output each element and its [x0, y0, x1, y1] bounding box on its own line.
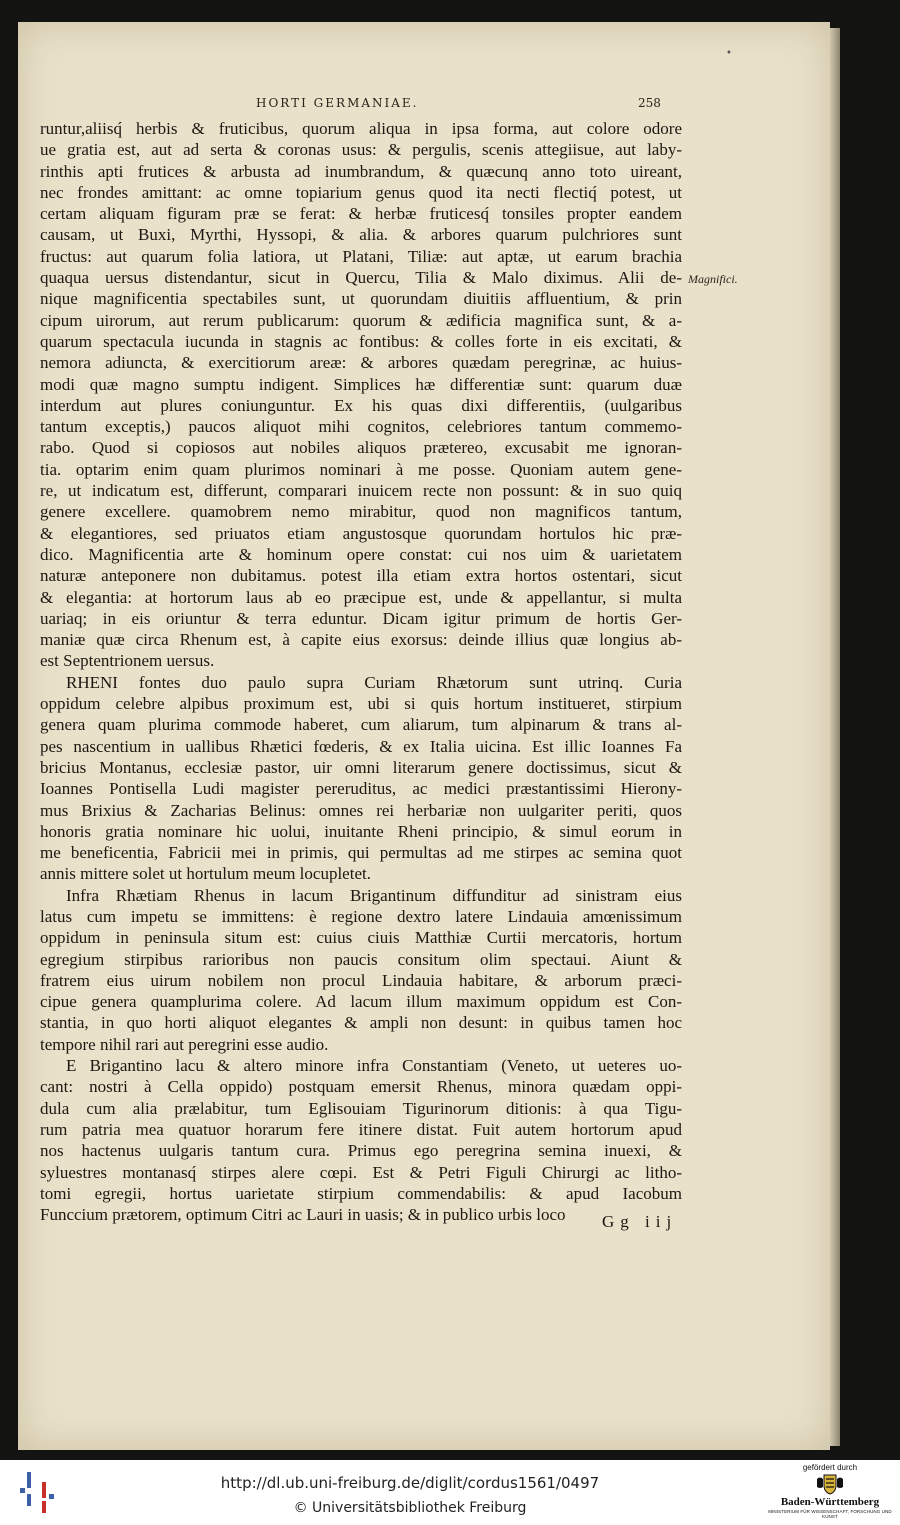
text-line: uariaq; in eis oriuntur & terra eduntur. Dicam igitur primum de hortis Ger-: [40, 608, 682, 628]
text-line: certam aliquam figuram præ se ferat: & herbæ fruticesq́ tonsiles propter eandem: [40, 204, 682, 224]
text-line: dula cum alia prælabitur, tum Eglisouiam Tigurinorum ditionis: à qua Tigu-: [40, 1098, 682, 1118]
text-line: nec frondes amittant: ac omne topiarium genus quod ita necti flectiq́ potest, ut: [40, 182, 682, 202]
text-line: rinthis apti frutices & arbusta ad inumbrandum, & quæcunq anno toto uireant,: [40, 161, 682, 181]
text-line: Funccium prætorem, optimum Citri ac Lauri in uasis; & in publico urbis loco: [40, 1205, 566, 1225]
text-line: quaqua uersus distendantur, sicut in Quercu, Tilia & Malo diximus. Alii de-: [40, 268, 682, 288]
text-line: interdum aut plures coniunguntur. Ex his quas dixi differentiis, (uulgaribus: [40, 395, 682, 415]
text-line: latus cum impetu se immittens: è regione dextro latere Lindauia amœnissimum: [40, 906, 682, 926]
text-line: quarum spectacula iucunda in stagnis ac fontibus: & colles forte in eis excitati, &: [40, 331, 682, 351]
text-line: naturæ anteponere non dubitamus. potest illa etiam extra hortos ostentari, sicut: [40, 566, 682, 586]
text-line: ue gratia est, aut ad serta & coronas usus: & pergulis, scenis attegiisue, aut laby-: [40, 140, 682, 160]
funder-ministry: MINISTERIUM FÜR WISSENSCHAFT, FORSCHUNG UND KUNST: [768, 1509, 892, 1519]
text-line: Infra Rhætiam Rhenus in lacum Brigantinum diffunditur ad sinistram eius: [66, 885, 682, 905]
text-line: genere excellere. quamobrem nemo mirabitur, quod non magnificos tantum,: [40, 502, 682, 522]
text-line: & elegantiores, sed priuatos etiam angustosque quorundam hortulos hic præ-: [40, 523, 682, 543]
text-line: tia. optarim enim quam plurimos nominari à me posse. Quoniam autem gene-: [40, 459, 682, 479]
body-text: [40, 118, 682, 1225]
permalink-url[interactable]: http://dl.ub.uni-freiburg.de/diglit/cordus1561/0497: [220, 1474, 600, 1492]
text-line: oppidum in peninsula situm est: cuius ciuis Matthiæ Curtii mercatoris, hortum: [40, 928, 682, 948]
copyright-text: © Universitätsbibliothek Freiburg: [293, 1500, 527, 1516]
funder-label: gefördert durch: [802, 1463, 858, 1472]
text-line: RHENI fontes duo paulo supra Curiam Rhætorum sunt utrinq. Curia: [66, 672, 682, 692]
text-line: modi quæ magno sumptu indigent. Simplices hæ differentiæ sunt: quarum duæ: [40, 374, 682, 394]
text-line: fructus: aut quarum folia latiora, ut Platani, Tiliæ: aut aptæ, ut earum brachia: [40, 246, 682, 266]
text-line: genera quam plurima commode haberet, cum aliarum, tum alpinarum & trans al-: [40, 715, 682, 735]
funder-block: [760, 1462, 900, 1519]
text-line: annis mittere solet ut hortulum meum locupletet.: [40, 864, 371, 884]
text-line: nemora adiuncta, & exercitiorum areæ: & arbores quædam peregrinæ, ac huius-: [40, 353, 682, 373]
text-line: runtur,aliisq́ herbis & fruticibus, quorum aliqua in ipsa forma, aut colore odore: [40, 119, 682, 138]
corner-mark: •: [726, 48, 732, 59]
text-line: fratrem eius uirum nobilem non procul Lindauia habitare, & arborum præci-: [40, 970, 682, 990]
signature-mark: Gg iij: [602, 1212, 678, 1231]
marginal-note: Magnifici.: [688, 272, 738, 286]
text-line: maniæ quæ circa Rhenum est, à capite eius exorsus: deinde illius quæ longius ab-: [40, 630, 682, 650]
text-line: tomi egregii, hortus uarietate stirpium commendabilis: & apud Iacobum: [40, 1183, 682, 1203]
text-line: Ioannes Pontisella Ludi magister pereruditus, ac medici præstantissimi Hierony-: [40, 779, 682, 799]
text-line: syluestres montanasq́ stirpes alere cœpi. Est & Petri Figuli Chirurgi ac litho-: [40, 1162, 682, 1182]
text-line: egregium stirpibus rarioribus non paucis consitum olim spectaui. Aiunt &: [40, 949, 682, 969]
text-line: cipum uirorum, aut rerum publicarum: quorum & ædificia magnifica sunt, & a-: [40, 310, 682, 330]
text-line: cipue genera quamplurima colere. Ad lacum illum maximum oppidum est Con-: [40, 992, 682, 1012]
text-line: nos hactenus uulgaris tantum cura. Primus ego peregrina semina inuexi, &: [40, 1141, 682, 1161]
text-line: causam, ut Buxi, Myrthi, Hyssopi, & alia. & arbores quarum pulchriores sunt: [40, 225, 682, 245]
text-line: rum patria mea quatuor horarum fere itinere distat. Fuit autem hortorum apud: [40, 1119, 682, 1139]
funder-name: Baden-Württemberg: [780, 1496, 880, 1508]
text-line: cant: nostri à Cella oppido) postquam emersit Rhenus, minora quædam oppi-: [40, 1077, 682, 1097]
text-line: dico. Magnificentia arte & hominum opere constat: cui nos uim & uarietatem: [40, 544, 682, 564]
viewer-footer: [0, 1460, 900, 1525]
text-line: pes nascentium in uallibus Rhætici fœderis, & ex Italia uicina. Est illic Ioannes Fa: [40, 736, 682, 756]
text-line: honoris gratia nominare hic uolui, inuitante Rheni principio, & simul eorum in: [40, 821, 682, 841]
text-line: bricius Montanus, ecclesiæ pastor, uir omni literarum genere doctissimus, sicut &: [40, 757, 682, 777]
text-line: me beneficentia, Fabricii mei in primis, qui permultas ad me stirpes ac semina quot: [40, 843, 682, 863]
text-line: stantia, in quo horti aliquot elegantes & ampli non desunt: in quibus tamen hoc: [40, 1013, 682, 1033]
text-line: & elegantia: at hortorum laus ab eo præcipue est, unde & appellantur, si multa: [40, 587, 682, 607]
page-edge: [830, 28, 840, 1446]
coat-of-arms-icon: [815, 1473, 845, 1495]
running-head: HORTI GERMANIAE.: [256, 96, 419, 110]
text-line: E Brigantino lacu & altero minore infra Constantiam (Veneto, ut ueteres uo-: [66, 1056, 682, 1076]
text-line: tantum exceptis,) paucos aliquot mihi cognitos, celebriores tantum commemo-: [40, 417, 682, 437]
folio-number: 258: [638, 96, 661, 110]
text-line: tempore nihil rari aut peregrini esse audio.: [40, 1034, 329, 1054]
text-line: mus Brixius & Zacharias Belinus: omnes rei herbariæ non uulgariter periti, quos: [40, 800, 682, 820]
text-line: est Septentrionem uersus.: [40, 651, 215, 671]
text-line: nique magnificentia spectabiles sunt, ut quorundam diuitiis affluentium, & prin: [40, 289, 682, 309]
text-line: rabo. Quod si copiosos aut nobiles aliquos prætereo, excusabit me ignoran-: [40, 438, 682, 458]
text-line: re, ut indicatum est, differunt, comparari inuicem recte non possunt: & in suo quiq: [40, 481, 682, 501]
text-line: oppidum celebre alpibus proximum est, ubi si quis hortum institueret, stirpium: [40, 694, 682, 714]
